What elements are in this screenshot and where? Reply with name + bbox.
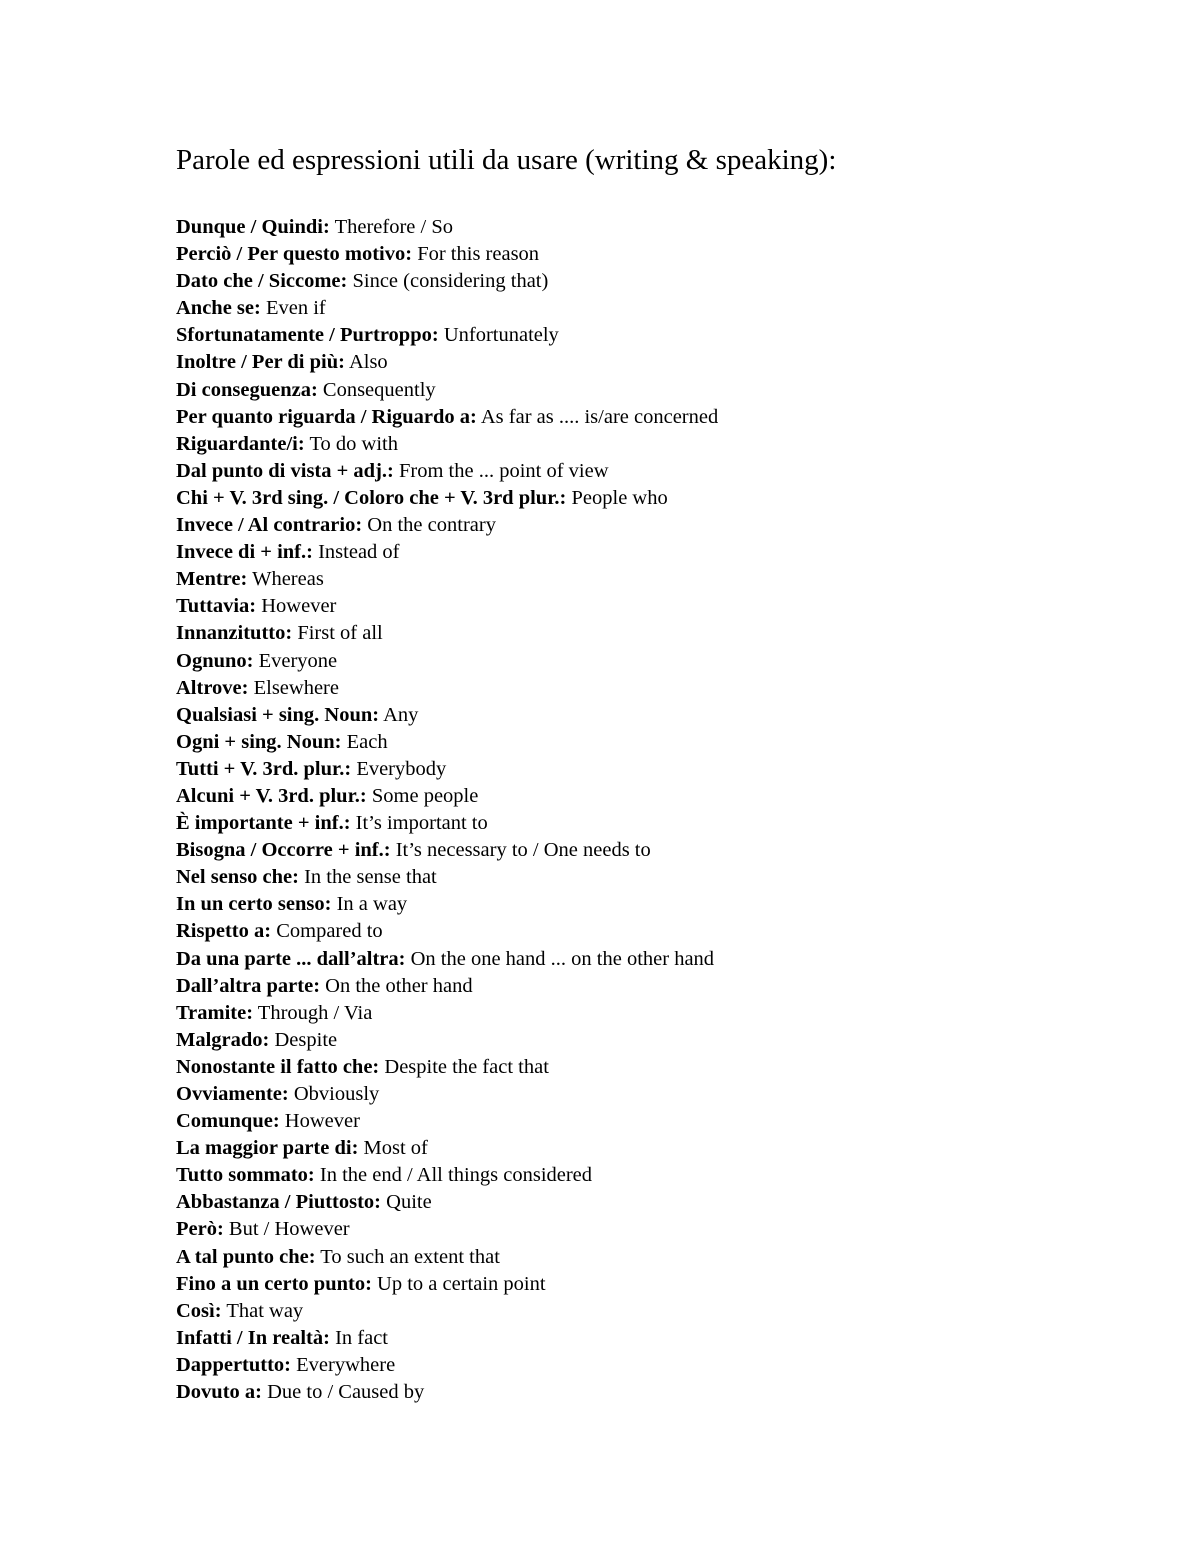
phrase-meaning: First of all bbox=[297, 622, 383, 645]
phrase-meaning: Consequently bbox=[322, 378, 436, 401]
phrase-entry bbox=[176, 756, 1136, 783]
phrase-entry bbox=[176, 702, 1136, 729]
phrase-term: Rispetto a: bbox=[176, 920, 272, 943]
phrase-term: Dunque / Quindi: bbox=[176, 216, 330, 238]
phrase-term: Tramite: bbox=[176, 1001, 254, 1024]
phrase-entry bbox=[176, 485, 1136, 512]
phrase-term: Così: bbox=[176, 1299, 222, 1322]
phrase-term: In un certo senso: bbox=[176, 893, 332, 916]
phrase-term: Invece / Al contrario: bbox=[176, 514, 363, 537]
phrase-entry bbox=[176, 648, 1136, 675]
phrase-term: Inoltre / Per di più: bbox=[176, 351, 345, 374]
phrase-meaning: Each bbox=[346, 730, 388, 753]
phrase-meaning: In the sense that bbox=[304, 866, 437, 889]
phrase-term: Abbastanza / Piuttosto: bbox=[176, 1191, 382, 1214]
phrase-term: Invece di + inf.: bbox=[176, 541, 313, 564]
phrase-meaning: To do with bbox=[309, 432, 399, 455]
phrase-term: Bisogna / Occorre + inf.: bbox=[176, 839, 391, 862]
phrase-term: Riguardante/i: bbox=[176, 432, 305, 455]
phrase-meaning: In the end / All things considered bbox=[319, 1164, 593, 1187]
phrase-entry bbox=[176, 1108, 1136, 1135]
phrase-entry bbox=[176, 973, 1136, 1000]
phrase-entry bbox=[176, 1162, 1136, 1189]
phrase-entry bbox=[176, 1054, 1136, 1081]
phrase-meaning: Everyone bbox=[258, 649, 338, 672]
phrase-meaning: Through / Via bbox=[257, 1001, 373, 1024]
phrase-term: Fino a un certo punto: bbox=[176, 1272, 372, 1295]
phrase-term: Innanzitutto: bbox=[176, 622, 293, 645]
phrase-term: Infatti / In realtà: bbox=[176, 1326, 330, 1349]
phrase-meaning: Instead of bbox=[318, 541, 400, 564]
phrase-entry bbox=[176, 458, 1136, 485]
phrase-term: Anche se: bbox=[176, 297, 261, 320]
phrase-meaning: On the contrary bbox=[367, 514, 496, 537]
phrase-entry bbox=[176, 322, 1136, 349]
phrase-meaning: Everywhere bbox=[296, 1353, 396, 1376]
phrase-entry bbox=[176, 1379, 1136, 1406]
phrase-entry bbox=[176, 1244, 1136, 1271]
phrase-term: Da una parte ... dall’altra: bbox=[176, 947, 406, 970]
phrase-entry bbox=[176, 593, 1136, 620]
phrase-entry bbox=[176, 1081, 1136, 1108]
phrase-entry bbox=[176, 268, 1136, 295]
document-page bbox=[176, 140, 1136, 1406]
phrase-list bbox=[176, 214, 1136, 1406]
phrase-entry bbox=[176, 1271, 1136, 1298]
phrase-term: Dappertutto: bbox=[176, 1353, 292, 1376]
phrase-term: Tutti + V. 3rd. plur.: bbox=[176, 757, 352, 780]
phrase-meaning: On the one hand ... on the other hand bbox=[410, 947, 715, 970]
phrase-entry bbox=[176, 349, 1136, 376]
phrase-meaning: Also bbox=[348, 351, 388, 374]
phrase-entry bbox=[176, 539, 1136, 566]
phrase-meaning: However bbox=[284, 1110, 360, 1133]
phrase-term: Comunque: bbox=[176, 1110, 280, 1133]
phrase-entry bbox=[176, 1352, 1136, 1379]
phrase-term: Mentre: bbox=[176, 568, 248, 591]
phrase-entry bbox=[176, 891, 1136, 918]
phrase-meaning: In fact bbox=[335, 1326, 388, 1349]
phrase-term: Però: bbox=[176, 1218, 224, 1241]
phrase-entry bbox=[176, 1027, 1136, 1054]
phrase-entry bbox=[176, 377, 1136, 404]
phrase-term: Ognuno: bbox=[176, 649, 254, 672]
phrase-meaning: Some people bbox=[371, 784, 479, 807]
phrase-meaning: It’s important to bbox=[355, 812, 488, 835]
phrase-meaning: Everybody bbox=[356, 757, 447, 780]
phrase-meaning: To such an extent that bbox=[320, 1245, 500, 1268]
phrase-term: Dall’altra parte: bbox=[176, 974, 321, 997]
phrase-meaning: Obviously bbox=[293, 1083, 380, 1105]
phrase-entry bbox=[176, 946, 1136, 973]
phrase-meaning: But / However bbox=[228, 1218, 350, 1241]
phrase-term: A tal punto che: bbox=[176, 1245, 316, 1268]
phrase-entry bbox=[176, 783, 1136, 810]
phrase-meaning: Elsewhere bbox=[253, 676, 339, 699]
phrase-meaning: On the other hand bbox=[325, 974, 473, 997]
phrase-entry bbox=[176, 729, 1136, 756]
phrase-entry bbox=[176, 1000, 1136, 1027]
phrase-entry bbox=[176, 512, 1136, 539]
phrase-entry bbox=[176, 620, 1136, 647]
phrase-entry bbox=[176, 810, 1136, 837]
phrase-entry bbox=[176, 295, 1136, 322]
phrase-meaning: From the ... point of view bbox=[399, 459, 609, 482]
phrase-term: Per quanto riguarda / Riguardo a: bbox=[176, 405, 477, 428]
phrase-term: Di conseguenza: bbox=[176, 378, 318, 401]
phrase-entry bbox=[176, 431, 1136, 458]
phrase-entry bbox=[176, 1298, 1136, 1325]
phrase-term: Tutto sommato: bbox=[176, 1164, 315, 1187]
phrase-entry bbox=[176, 837, 1136, 864]
phrase-meaning: Despite the fact that bbox=[384, 1055, 549, 1078]
phrase-meaning: Compared to bbox=[276, 920, 383, 943]
phrase-term: Dal punto di vista + adj.: bbox=[176, 459, 394, 482]
phrase-meaning: People who bbox=[571, 486, 668, 509]
phrase-term: Sfortunatamente / Purtroppo: bbox=[176, 324, 439, 347]
phrase-entry bbox=[176, 1216, 1136, 1243]
phrase-meaning: That way bbox=[226, 1299, 304, 1322]
phrase-term: È importante + inf.: bbox=[176, 812, 351, 835]
phrase-meaning: Due to / Caused by bbox=[267, 1381, 425, 1404]
phrase-entry bbox=[176, 214, 1136, 241]
phrase-meaning: It’s necessary to / One needs to bbox=[395, 839, 651, 862]
phrase-entry bbox=[176, 1189, 1136, 1216]
phrase-entry bbox=[176, 566, 1136, 593]
phrase-term: Malgrado: bbox=[176, 1028, 270, 1051]
phrase-meaning: Since (considering that) bbox=[352, 270, 549, 293]
phrase-entry bbox=[176, 675, 1136, 702]
phrase-meaning: For this reason bbox=[417, 243, 540, 266]
phrase-meaning: Whereas bbox=[252, 568, 324, 591]
phrase-term: Dovuto a: bbox=[176, 1381, 262, 1404]
phrase-meaning: In a way bbox=[336, 893, 408, 916]
phrase-entry bbox=[176, 864, 1136, 891]
document-title: Parole ed espressioni utili da usare (writing & speaking): bbox=[176, 144, 837, 176]
phrase-term: Ovviamente: bbox=[176, 1083, 289, 1105]
phrase-entry bbox=[176, 918, 1136, 945]
phrase-term: Altrove: bbox=[176, 676, 249, 699]
phrase-term: Ogni + sing. Noun: bbox=[176, 730, 342, 753]
phrase-term: Dato che / Siccome: bbox=[176, 270, 348, 293]
phrase-meaning: Quite bbox=[386, 1191, 432, 1214]
phrase-meaning: Any bbox=[383, 703, 419, 726]
phrase-term: Alcuni + V. 3rd. plur.: bbox=[176, 784, 367, 807]
phrase-term: Qualsiasi + sing. Noun: bbox=[176, 703, 380, 726]
phrase-meaning: Unfortunately bbox=[443, 324, 559, 347]
phrase-term: Nel senso che: bbox=[176, 866, 299, 889]
phrase-meaning: However bbox=[261, 595, 337, 618]
phrase-term: La maggior parte di: bbox=[176, 1137, 359, 1160]
phrase-meaning: Therefore / So bbox=[334, 216, 453, 238]
phrase-meaning: Even if bbox=[265, 297, 326, 320]
phrase-term: Nonostante il fatto che: bbox=[176, 1055, 380, 1078]
phrase-term: Chi + V. 3rd sing. / Coloro che + V. 3rd plur.: bbox=[176, 486, 567, 509]
phrase-term: Tuttavia: bbox=[176, 595, 257, 618]
phrase-entry bbox=[176, 1325, 1136, 1352]
phrase-meaning: Despite bbox=[274, 1028, 338, 1051]
phrase-term: Perciò / Per questo motivo: bbox=[176, 243, 413, 266]
phrase-meaning: Most of bbox=[363, 1137, 428, 1160]
phrase-entry bbox=[176, 1135, 1136, 1162]
phrase-entry bbox=[176, 241, 1136, 268]
phrase-meaning: Up to a certain point bbox=[377, 1272, 546, 1295]
phrase-entry bbox=[176, 404, 1136, 431]
phrase-meaning: As far as .... is/are concerned bbox=[480, 405, 719, 428]
